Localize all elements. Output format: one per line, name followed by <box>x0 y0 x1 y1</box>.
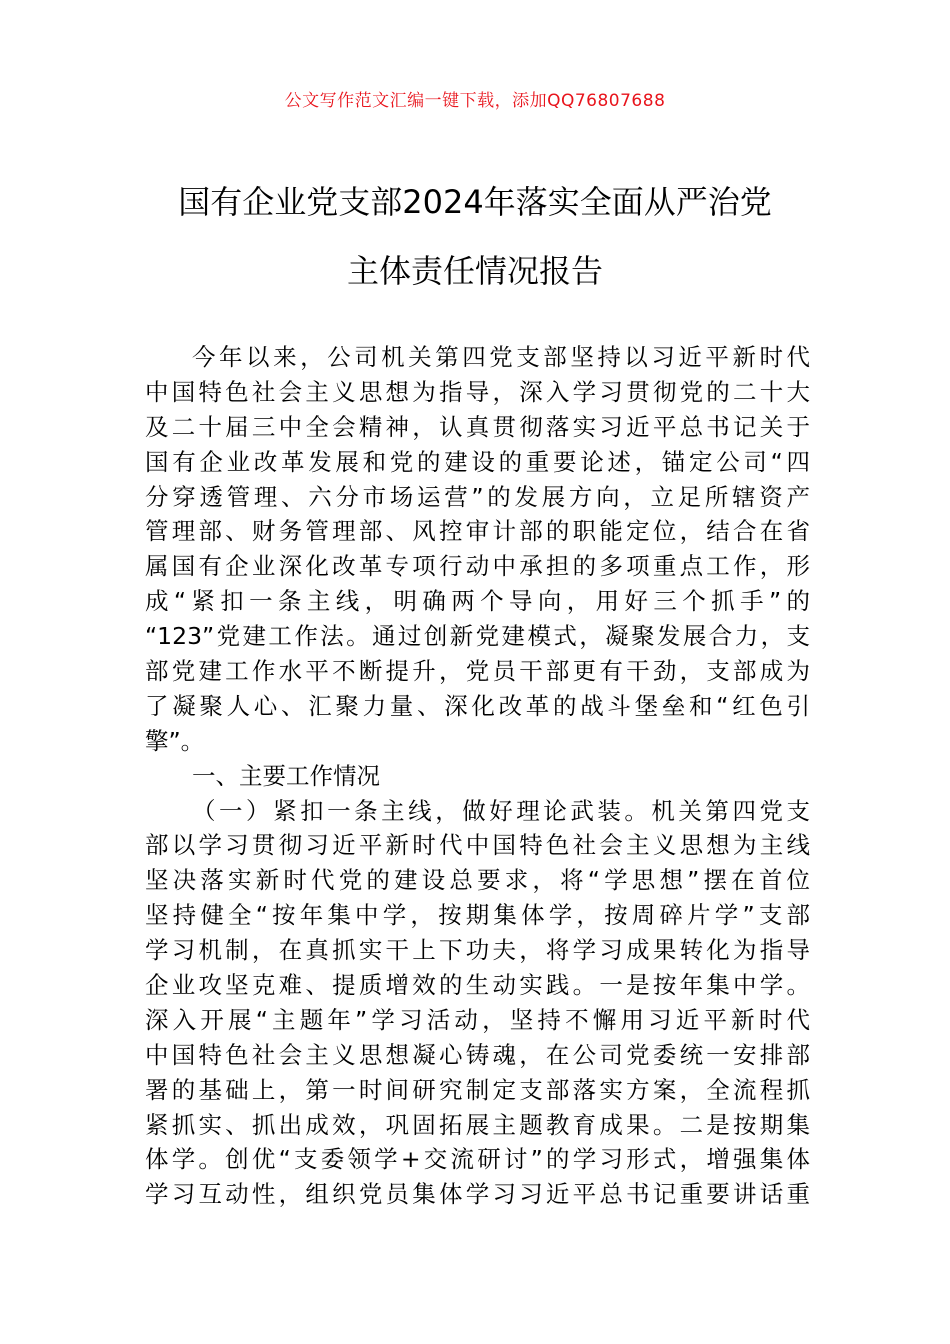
paragraph-line: 今年以来，公司机关第四党支部坚持以习近平新时代 <box>192 343 810 371</box>
paragraph-line: 深入开展“主题年”学习活动，坚持不懈用习近平新时代 <box>145 1005 810 1034</box>
paragraph-line: 坚持健全“按年集中学，按期集体学，按周碎片学”支部 <box>145 901 810 930</box>
paragraph-line: 紧抓实、抓出成效，巩固拓展主题教育成果。二是按期集 <box>145 1110 810 1139</box>
paragraph-line: 管理部、财务管理部、风控审计部的职能定位，结合在省 <box>145 517 810 546</box>
paragraph-line: 中国特色社会主义思想凝心铸魂，在公司党委统一安排部 <box>145 1040 810 1069</box>
paragraph-line: 部以学习贯彻习近平新时代中国特色社会主义思想为主线 <box>145 831 810 860</box>
paragraph-line: 国有企业改革发展和党的建设的重要论述，锚定公司“四 <box>145 447 810 476</box>
paragraph-line: （一）紧扣一条主线，做好理论武装。机关第四党支 <box>192 796 810 825</box>
paragraph-line: 了凝聚人心、汇聚力量、深化改革的战斗堡垒和“红色引 <box>145 691 810 720</box>
section-heading: 一、主要工作情况 <box>192 761 380 790</box>
document-body <box>145 340 810 1212</box>
paragraph-line: 企业攻坚克难、提质增效的生动实践。一是按年集中学。 <box>145 971 810 1000</box>
paragraph-line: 学习互动性，组织党员集体学习习近平总书记重要讲话重 <box>145 1180 810 1209</box>
paragraph-line: 坚决落实新时代党的建设总要求，将“学思想”摆在首位 <box>145 866 810 895</box>
paragraph-line: 属国有企业深化改革专项行动中承担的多项重点工作，形 <box>145 552 810 581</box>
document-title-line-1: 国有企业党支部2024年落实全面从严治党 <box>178 183 772 221</box>
paragraph-line: “123”党建工作法。通过创新党建模式，凝聚发展合力，支 <box>145 622 810 651</box>
paragraph-line: 部党建工作水平不断提升，党员干部更有干劲，支部成为 <box>145 657 810 686</box>
paragraph-line: 学习机制，在真抓实干上下功夫，将学习成果转化为指导 <box>145 936 810 965</box>
paragraph-line: 擎”。 <box>145 726 205 755</box>
paragraph-line: 体学。创优“支委领学+交流研讨”的学习形式，增强集体 <box>145 1145 810 1174</box>
document-title-line-2: 主体责任情况报告 <box>346 252 603 290</box>
paragraph-line: 及二十届三中全会精神，认真贯彻落实习近平总书记关于 <box>145 412 810 441</box>
paragraph-line: 中国特色社会主义思想为指导，深入学习贯彻党的二十大 <box>145 377 810 406</box>
paragraph-line: 署的基础上，第一时间研究制定支部落实方案，全流程抓 <box>145 1075 810 1104</box>
paragraph-line: 成“紧扣一条主线，明确两个导向，用好三个抓手”的 <box>145 587 810 616</box>
download-promo-note: 公文写作范文汇编一键下载，添加QQ76807688 <box>284 91 666 111</box>
paragraph-line: 分穿透管理、六分市场运营”的发展方向，立足所辖资产 <box>145 482 810 511</box>
